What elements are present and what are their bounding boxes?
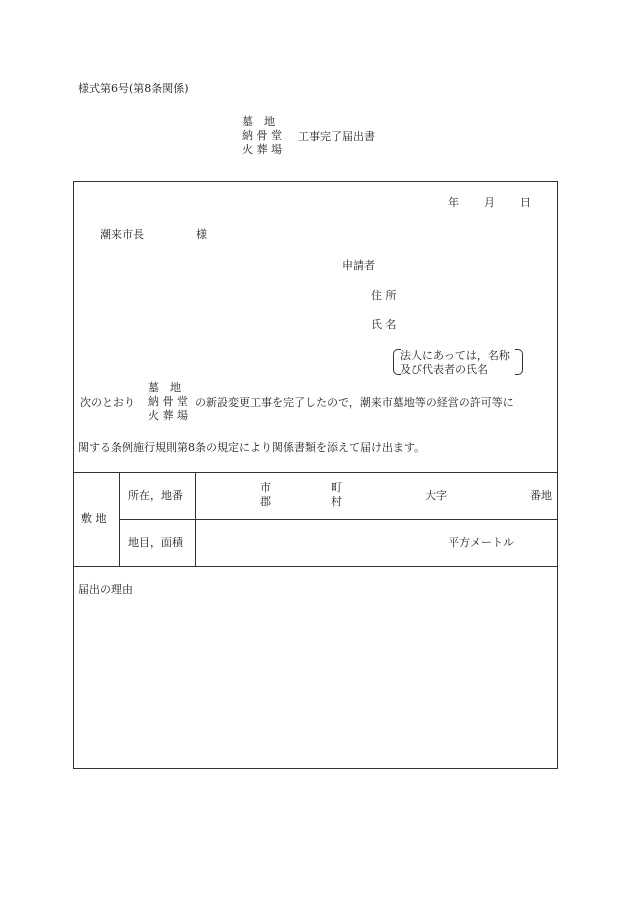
applicant-address-label: 住 所 [371,289,397,302]
table-middle-line [119,519,558,520]
title-facility-options [242,115,282,157]
town-options [331,481,342,509]
body-line2: 関する条例施行規則第8条の規定により関係書類を添えて届け出ます。 [78,441,426,454]
body-facility-grave: 墓 地 [148,381,181,394]
table-top-line [73,472,558,473]
table-bottom-line [73,566,558,567]
table-col-divider-1 [119,472,120,566]
form-number: 様式第6号(第8条関係) [78,82,189,95]
town-option-machi: 町 [331,481,342,494]
date-month: 月 [484,196,495,209]
corp-note [400,349,510,377]
reason-label: 届出の理由 [78,583,133,596]
banchi-label: 番地 [530,489,552,502]
date-year: 年 [448,196,459,209]
body-facility-crematorium: 火 葬 場 [148,409,188,422]
title-facility-ossuary: 納 骨 堂 [242,129,282,142]
table-col-divider-2 [195,472,196,566]
oaza-label: 大字 [425,489,447,502]
applicant-label: 申請者 [342,259,375,272]
city-option-gun: 郡 [260,495,271,508]
location-label: 所在，地番 [128,489,183,502]
title-facility-grave: 墓 地 [242,115,275,128]
land-label: 地目，面積 [128,536,183,549]
area-unit: 平方メートル [448,536,514,549]
body-facility-options [148,381,188,423]
corp-note-line1: 法人にあっては，名称 [400,349,510,362]
title-facility-crematorium: 火 葬 場 [242,143,282,156]
corp-note-line2: 及び代表者の氏名 [400,363,488,376]
form-box [73,181,558,769]
city-option-shi: 市 [260,481,271,494]
body-prefix: 次のとおり [80,396,135,409]
addressee-honorific: 様 [196,228,207,241]
applicant-name-label: 氏 名 [371,318,397,331]
body-middle: の新設変更工事を完了したので，潮来市墓地等の経営の許可等に [195,396,514,409]
form-title: 工事完了届出書 [298,130,375,143]
body-facility-ossuary: 納 骨 堂 [148,395,188,408]
site-label: 敷 地 [81,512,107,525]
addressee-name: 潮来市長 [100,228,144,241]
corp-note-bracket-right [515,349,523,375]
date-day: 日 [520,196,531,209]
town-option-mura: 村 [331,495,342,508]
city-options [260,481,271,509]
